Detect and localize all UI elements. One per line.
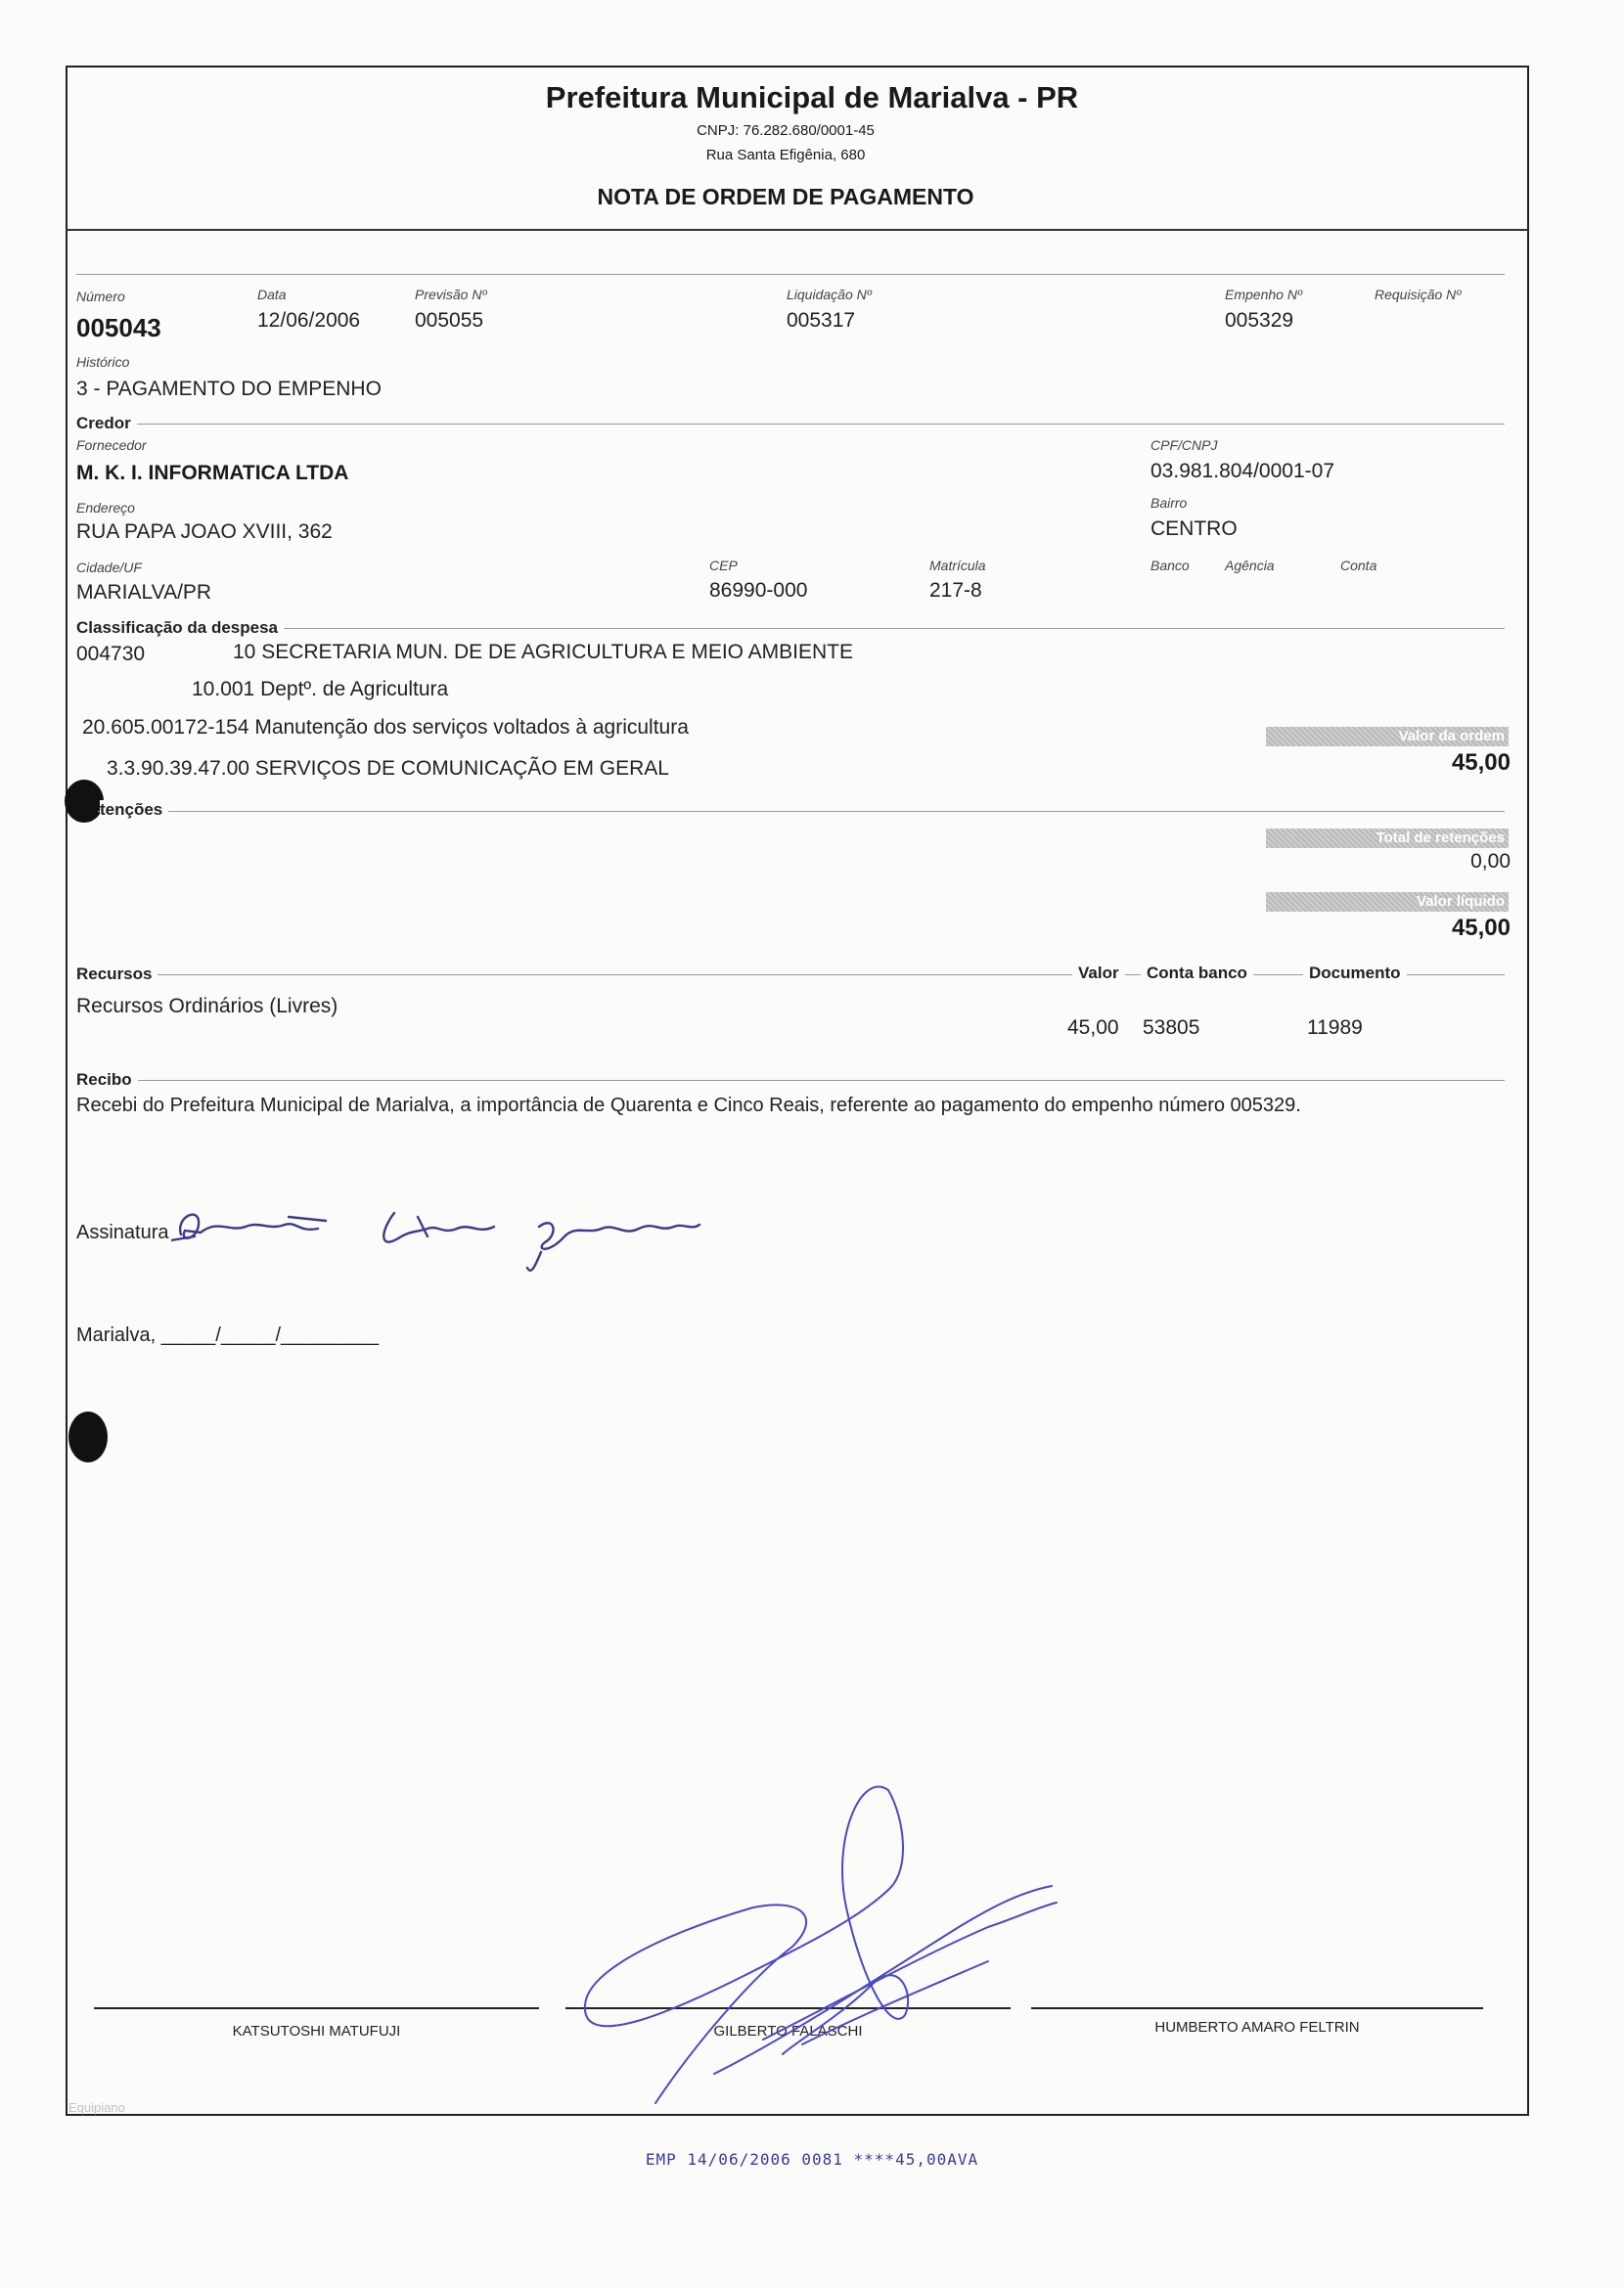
recibo-divider — [76, 1080, 1505, 1081]
cep-value: 86990-000 — [709, 579, 808, 602]
valor-liquido-bar — [1266, 892, 1509, 912]
signatory-2: GILBERTO FALASCHI — [713, 2023, 863, 2040]
recibo-text: Recebi do Prefeitura Municipal de Marialva, a importância de Quarenta e Cinco Reais, referente ao pagamento do empenho número 005329. — [76, 1095, 1301, 1116]
valor-ordem-value: 45,00 — [1451, 749, 1511, 776]
classificacao-line2: 10.001 Deptº. de Agricultura — [192, 678, 449, 700]
total-retencoes-value: 0,00 — [1470, 850, 1511, 873]
previsao-value: 005055 — [415, 309, 484, 332]
fields-top-line — [76, 274, 1505, 275]
banco-label: Banco — [1150, 558, 1190, 573]
matricula-value: 217-8 — [929, 579, 982, 602]
recursos-desc: Recursos Ordinários (Livres) — [76, 995, 338, 1017]
document-title: NOTA DE ORDEM DE PAGAMENTO — [597, 184, 974, 209]
assinatura-label: Assinatura — [76, 1222, 169, 1243]
fornecedor-value: M. K. I. INFORMATICA LTDA — [76, 462, 349, 484]
numero-label: Número — [76, 289, 125, 304]
local-date: Marialva, _____/_____/_________ — [76, 1324, 380, 1346]
valor-ordem-label: Valor da ordem — [1398, 728, 1505, 744]
punch-hole-bottom — [68, 1412, 108, 1462]
cidade-label: Cidade/UF — [76, 560, 142, 575]
classificacao-section: Classificação da despesa — [76, 618, 284, 638]
recursos-divider — [76, 974, 1505, 975]
data-label: Data — [257, 287, 287, 302]
classificacao-line1: 10 SECRETARIA MUN. DE DE AGRICULTURA E MEIO AMBIENTE — [233, 641, 854, 663]
cpf-value: 03.981.804/0001-07 — [1150, 460, 1335, 482]
retencoes-section: tenções — [100, 800, 168, 820]
fornecedor-label: Fornecedor — [76, 437, 147, 453]
header-divider — [66, 229, 1529, 231]
endereco-label: Endereço — [76, 500, 135, 516]
historico-label: Histórico — [76, 354, 130, 370]
liquidacao-label: Liquidação Nº — [787, 287, 872, 302]
credor-section: Credor — [76, 414, 137, 433]
footer-stamp: EMP 14/06/2006 0081 ****45,00AVA — [645, 2150, 979, 2169]
empenho-label: Empenho Nº — [1225, 287, 1303, 302]
liquidacao-value: 005317 — [787, 309, 856, 332]
recursos-conta-header: Conta banco — [1141, 964, 1253, 983]
historico-value: 3 - PAGAMENTO DO EMPENHO — [76, 378, 382, 400]
signature-line-1 — [94, 2007, 539, 2009]
credor-divider — [76, 424, 1505, 425]
numero-value: 005043 — [76, 313, 161, 342]
conta-label: Conta — [1340, 558, 1377, 573]
recursos-documento: 11989 — [1307, 1016, 1363, 1039]
empenho-value: 005329 — [1225, 309, 1294, 332]
bairro-value: CENTRO — [1150, 517, 1238, 540]
classificacao-line4: 3.3.90.39.47.00 SERVIÇOS DE COMUNICAÇÃO EM GERAL — [107, 757, 669, 780]
valor-ordem-bar — [1266, 727, 1509, 746]
requisicao-label: Requisição Nº — [1375, 287, 1462, 302]
valor-liquido-value: 45,00 — [1451, 915, 1511, 941]
handwritten-signature — [567, 1780, 1115, 2113]
endereco-value: RUA PAPA JOAO XVIII, 362 — [76, 520, 333, 543]
classificacao-code: 004730 — [76, 643, 146, 665]
matricula-label: Matrícula — [929, 558, 986, 573]
equipment-watermark: Equipiano — [68, 2100, 125, 2115]
recursos-documento-header: Documento — [1303, 964, 1407, 983]
recursos-valor: 45,00 — [1067, 1016, 1119, 1039]
recursos-section: Recursos — [76, 965, 158, 984]
total-retencoes-label: Total de retenções — [1376, 830, 1505, 846]
page-title: Prefeitura Municipal de Marialva - PR — [545, 80, 1079, 114]
classificacao-line3: 20.605.00172-154 Manutenção dos serviços voltados à agricultura — [82, 716, 689, 739]
cpf-label: CPF/CNPJ — [1150, 437, 1218, 453]
total-retencoes-bar — [1266, 829, 1509, 848]
previsao-label: Previsão Nº — [415, 287, 487, 302]
valor-liquido-label: Valor líquido — [1416, 893, 1505, 910]
cidade-value: MARIALVA/PR — [76, 581, 212, 604]
classificacao-divider — [76, 628, 1505, 629]
signatory-3: HUMBERTO AMARO FELTRIN — [1154, 2019, 1360, 2036]
punch-hole-top — [65, 780, 104, 823]
agencia-label: Agência — [1225, 558, 1275, 573]
bairro-label: Bairro — [1150, 495, 1188, 511]
recipient-signature — [171, 1197, 748, 1276]
cnpj-text: CNPJ: 76.282.680/0001-45 — [697, 122, 875, 139]
signatory-1: KATSUTOSHI MATUFUJI — [232, 2023, 401, 2040]
recursos-valor-header: Valor — [1072, 964, 1125, 983]
cep-label: CEP — [709, 558, 738, 573]
address-text: Rua Santa Efigênia, 680 — [705, 147, 866, 163]
retencoes-divider — [98, 811, 1505, 812]
data-value: 12/06/2006 — [257, 309, 361, 332]
recursos-conta: 53805 — [1143, 1016, 1200, 1039]
recibo-section: Recibo — [76, 1070, 138, 1090]
